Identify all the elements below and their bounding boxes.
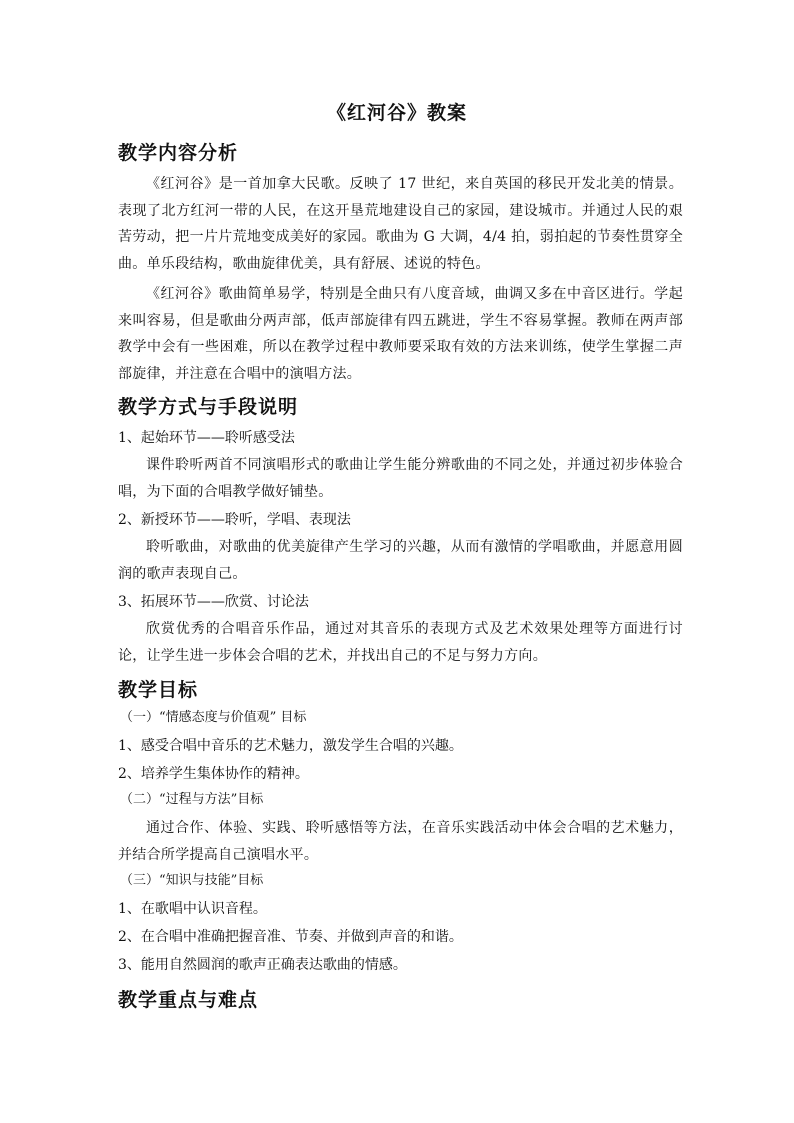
- method-item-3-text: 欣赏优秀的合唱音乐作品，通过对其音乐的表现方式及艺术效果处理等方面进行讨论，让学生进一步体会合唱的艺术，并找出自己的不足与努力方向。: [118, 621, 683, 664]
- paragraph-content-analysis-1: 《红河谷》是一首加拿大民歌。反映了 17 世纪，来自英国的移民开发北美的情景。表现了北方红河一带的人民，在这开垦荒地建设自己的家园，建设城市。并通过人民的艰苦劳动，把一片片荒地变成美好的家园。歌曲为 G 大调，4/4 拍，弱拍起的节奏性贯穿全曲。单乐段结构，歌曲旋律优美，具有舒展、述说的特色。: [118, 176, 683, 272]
- goal-sub-3-item-3: 3、能用自然圆润的歌声正确表达歌曲的情感。: [118, 957, 407, 973]
- goal-sub-1: （一）“情感态度与价值观” 目标: [120, 710, 307, 725]
- method-item-2: 2、新授环节——聆听，学唱、表现法: [118, 512, 351, 528]
- method-item-3: 3、拓展环节——欣赏、讨论法: [118, 594, 309, 610]
- document-title: 《红河谷》教案: [326, 102, 467, 124]
- paragraph-content-analysis-2: 《红河谷》歌曲简单易学，特别是全曲只有八度音域，曲调又多在中音区进行。学起来叫容易，但是歌曲分两声部，低声部旋律有四五跳进，学生不容易掌握。教师在两声部教学中会有一些困难，所以在教学过程中教师要采取有效的方法来训练，使学生掌握二声部旋律，并注意在合唱中的演唱方法。: [118, 286, 683, 382]
- goal-sub-1-item-1: 1、感受合唱中音乐的艺术魅力，激发学生合唱的兴趣。: [118, 738, 463, 754]
- goal-sub-2-text: 通过合作、体验、实践、聆听感悟等方法，在音乐实践活动中体会合唱的艺术魅力，并结合所学提高自己演唱水平。: [118, 820, 683, 863]
- goal-sub-3-item-1: 1、在歌唱中认识音程。: [118, 901, 267, 917]
- heading-teaching-methods: 教学方式与手段说明: [118, 396, 299, 418]
- method-item-1-text: 课件聆听两首不同演唱形式的歌曲让学生能分辨歌曲的不同之处，并通过初步体验合唱，为下面的合唱教学做好铺垫。: [118, 457, 683, 500]
- heading-key-points: 教学重点与难点: [118, 989, 259, 1011]
- heading-content-analysis: 教学内容分析: [118, 142, 239, 164]
- method-item-2-text: 聆听歌曲，对歌曲的优美旋律产生学习的兴趣，从而有激情的学唱歌曲，并愿意用圆润的歌声表现自己。: [118, 539, 683, 582]
- goal-sub-1-item-2: 2、培养学生集体协作的精神。: [118, 766, 309, 782]
- goal-sub-3-item-2: 2、在合唱中准确把握音准、节奏、并做到声音的和谐。: [118, 929, 463, 945]
- heading-teaching-goals: 教学目标: [118, 679, 199, 701]
- goal-sub-2: （二）“过程与方法”目标: [120, 792, 264, 807]
- method-item-1: 1、起始环节——聆听感受法: [118, 430, 295, 446]
- goal-sub-3: （三）“知识与技能”目标: [120, 873, 264, 888]
